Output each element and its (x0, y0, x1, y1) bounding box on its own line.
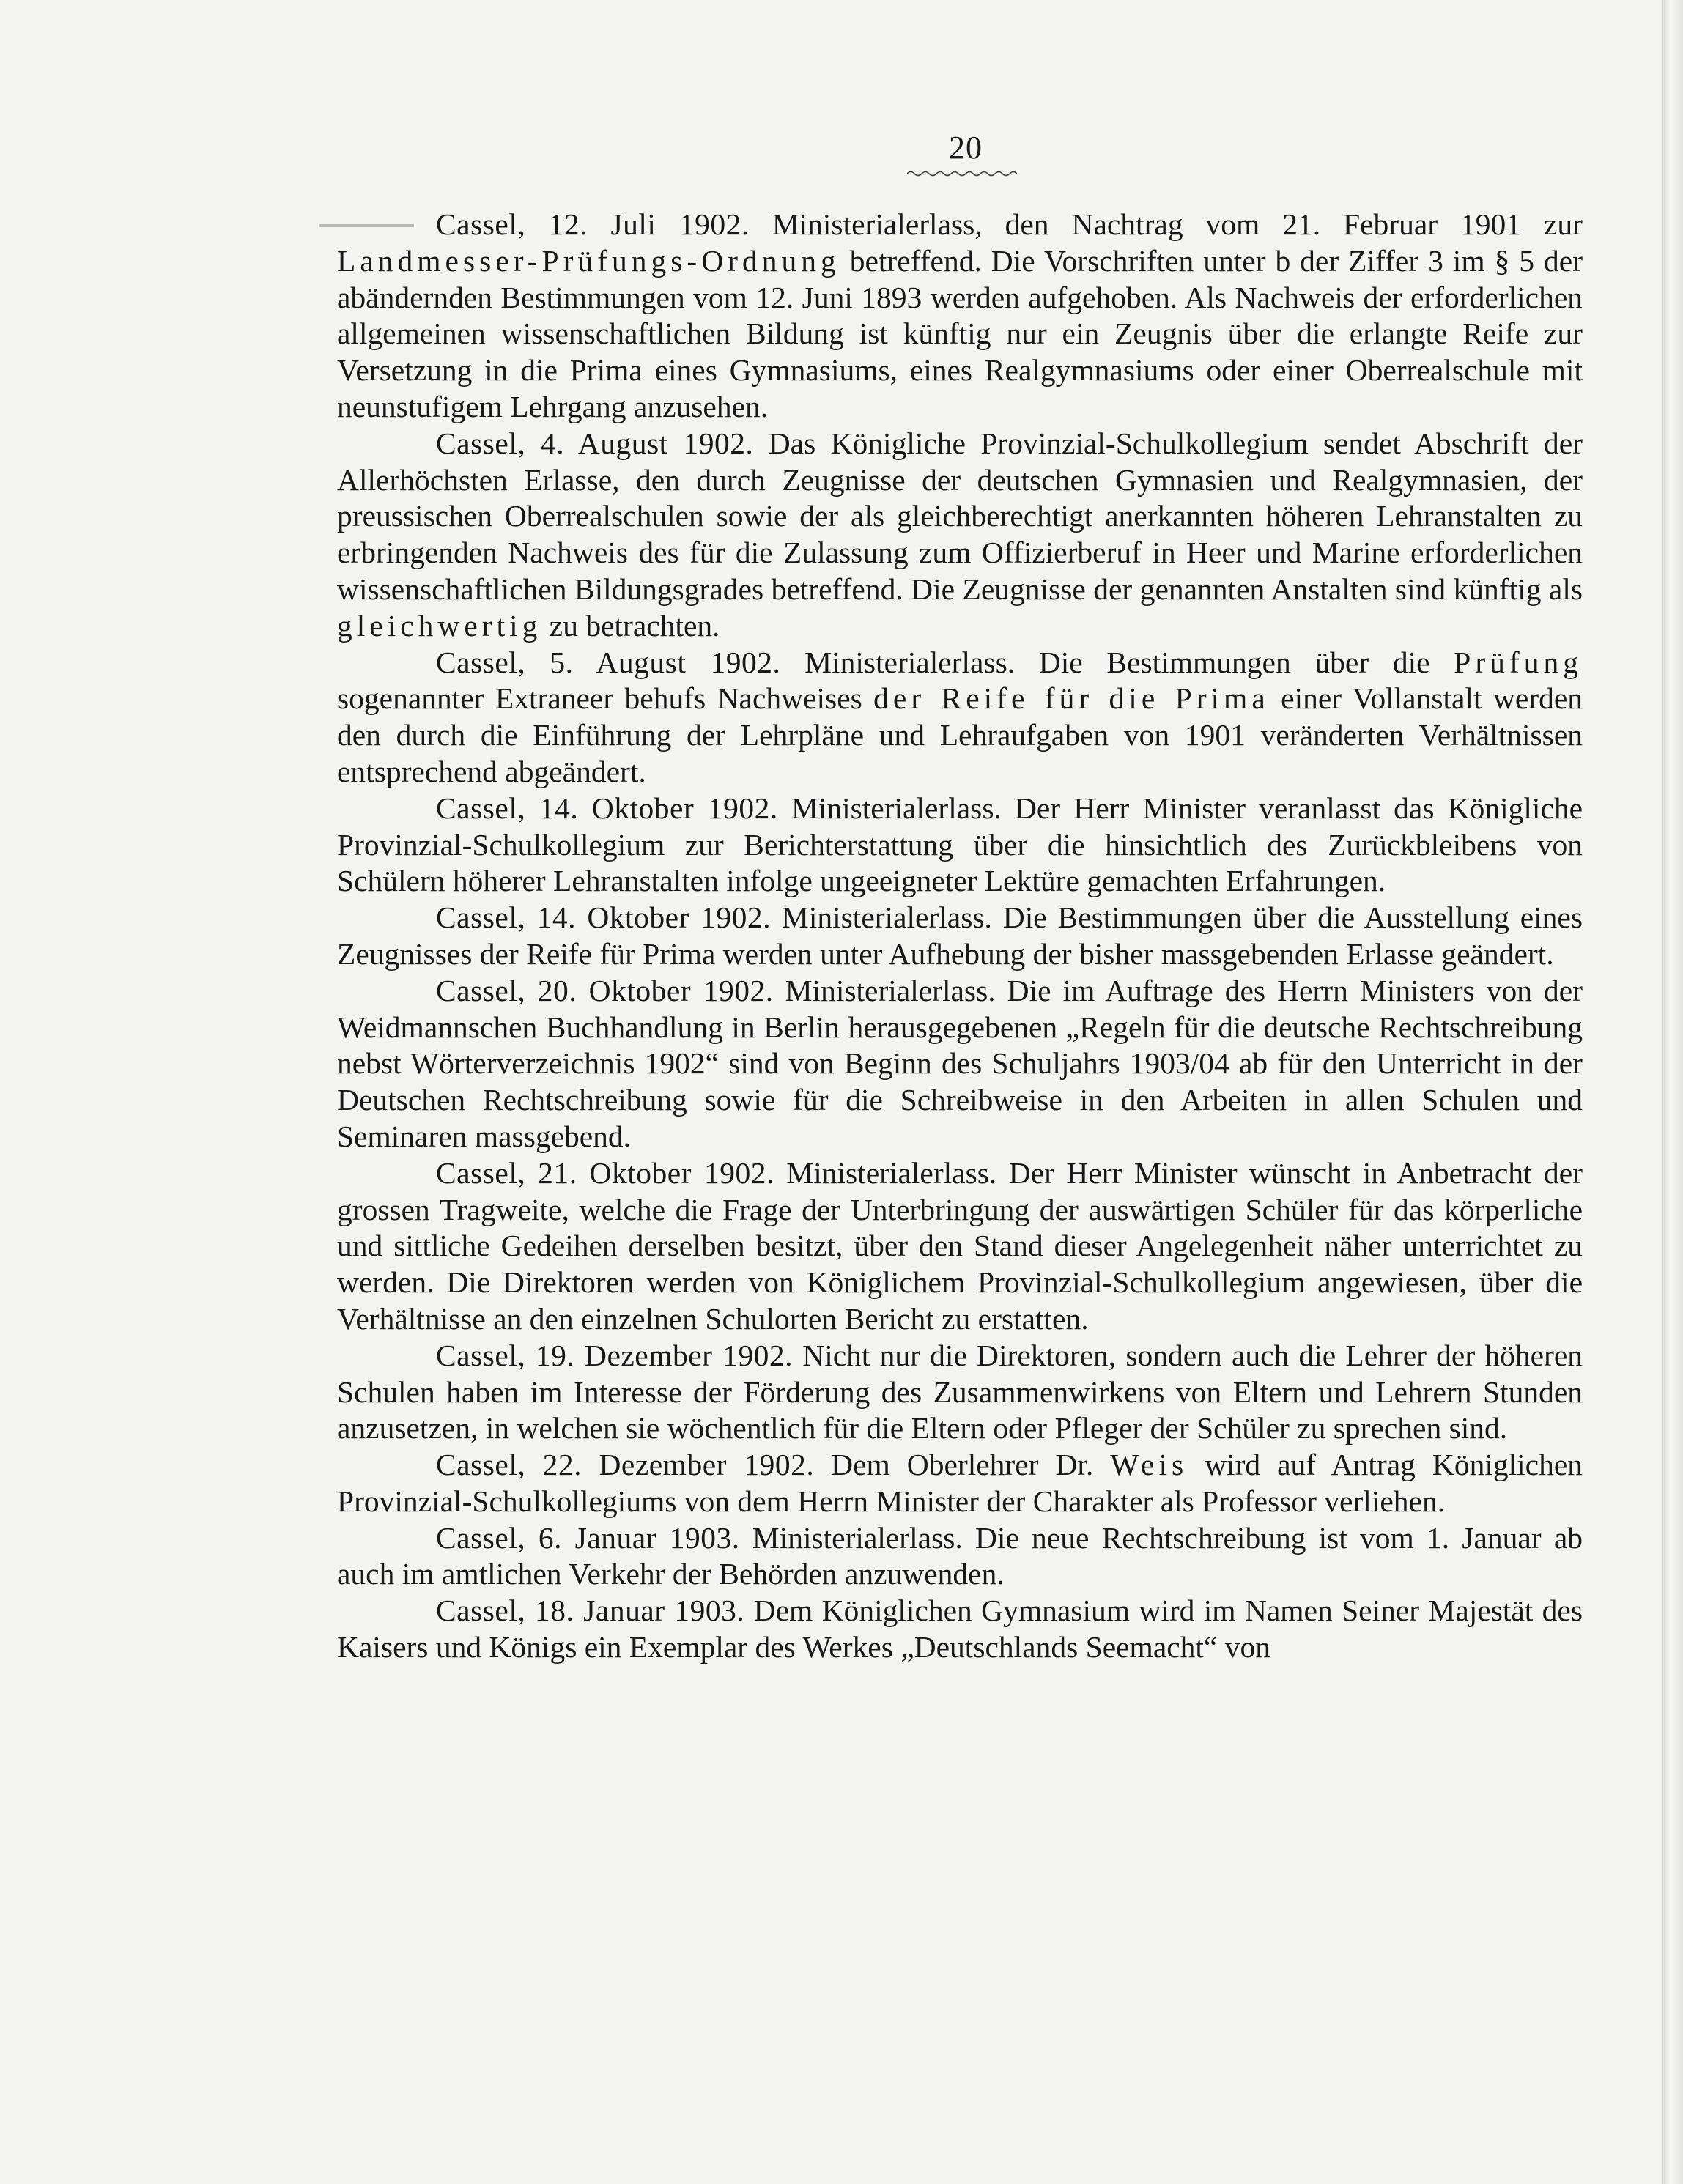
entry-date: Cassel, 18. Januar 1903. (436, 1593, 745, 1628)
entry-date: Cassel, 5. August 1902. (436, 645, 781, 679)
page-edge-shadow (1662, 0, 1683, 2184)
entry-spaced-text: Landmesser-Prüfungs-Ordnung (337, 243, 840, 278)
entry-3 (337, 645, 1583, 791)
entry-text: Das Königliche Provinzial-Schulkollegium sendet Abschrift der Allerhöchsten Erlasse, den durch Zeugnisse der deutschen Gymnasien und Realgymnasien, der preussischen Oberrealschulen sowie der als gleichberechtigt anerkannten höheren Lehranstalten zu erbringenden Nachweis des für die Zulassung zum Offizierberuf in Heer und Marine erforderlichen wissenschaftlichen Bildungsgrades betreffend. Die Zeugnisse der genannten Anstalten sind künftig als (337, 426, 1583, 606)
entry-8 (337, 1338, 1583, 1447)
entry-text: Dem Oberlehrer Dr. (814, 1448, 1111, 1482)
entry-text: zu betrachten. (541, 608, 720, 643)
entry-text: Ministerialerlass, den Nachtrag vom 21. Februar 1901 zur (749, 207, 1583, 241)
entry-text: Dem Königlichen Gymnasium wird im Namen Seiner Majestät des Kaisers und Königs ein Exemplar des Werkes „Deutschlands Seemacht“ von (337, 1593, 1583, 1665)
entry-11 (337, 1593, 1583, 1666)
document-body (337, 207, 1583, 1666)
entry-date: Cassel, 12. Juli 1902. (436, 207, 750, 241)
entry-text: Ministerialerlass. Die Bestimmungen über die (780, 645, 1454, 679)
entry-text: Ministerialerlass. Die neue Rechtschreibung ist vom 1. Januar ab auch im amtlichen Verkehr der Behörden anzuwenden. (337, 1520, 1583, 1591)
entry-date: Cassel, 4. August 1902. (436, 426, 754, 460)
entry-9 (337, 1447, 1583, 1520)
entry-spaced-text: Weis (1110, 1448, 1188, 1482)
entry-text: wird auf Antrag Königlichen Provinzial-Schulkollegiums von dem Herrn Minister der Charakter als Professor verliehen. (337, 1448, 1583, 1518)
entry-date: Cassel, 19. Dezember 1902. (436, 1338, 794, 1372)
entry-10 (337, 1520, 1583, 1593)
entry-date: Cassel, 14. Oktober 1902. (436, 900, 772, 935)
entry-text: Ministerialerlass. Die im Auftrage des Herrn Ministers von der Weidmannschen Buchhandlung in Berlin herausgegebenen „Regeln für die deutsche Rechtschreibung nebst Wörterverzeichnis 1902“ sind von Beginn des Schuljahrs 1903/04 ab für den Unterricht in der Deutschen Rechtschreibung sowie für die Schreibweise in den Arbeiten in allen Schulen und Seminaren massgebend. (337, 973, 1583, 1153)
page-number: 20 (949, 130, 983, 166)
entry-date: Cassel, 21. Oktober 1902. (436, 1155, 774, 1190)
entry-1 (337, 207, 1583, 426)
entry-2 (337, 426, 1583, 645)
entry-date: Cassel, 14. Oktober 1902. (436, 791, 778, 825)
entry-date: Cassel, 22. Dezember 1902. (436, 1448, 815, 1482)
entry-spaced-text: gleichwertig (337, 608, 542, 643)
entry-5 (337, 900, 1583, 973)
entry-spaced-text: der Reife für die Prima (873, 681, 1270, 716)
entry-date: Cassel, 6. Januar 1903. (436, 1520, 740, 1555)
page-number-ornament (907, 170, 1017, 177)
entry-text: Ministerialerlass. Der Herr Minister wünscht in Anbetracht der grossen Tragweite, welche die Frage der Unterbringung der auswärtigen Schüler für das körperliche und sittliche Gedeihen derselben besitzt, über den Stand dieser Angelegenheit näher unterrichtet zu werden. Die Direktoren werden von Königlichem Provinzial-Schulkollegium angewiesen, über die Verhältnisse an den einzelnen Schulorten Bericht zu erstatten. (337, 1155, 1583, 1336)
entry-4 (337, 791, 1583, 900)
entry-text: sogenannter Extraneer behufs Nachweises (337, 681, 874, 716)
entry-text: Ministerialerlass. Der Herr Minister veranlasst das Königliche Provinzial-Schulkollegium zur Berichterstattung über die hinsichtlich des Zurückbleibens von Schülern höherer Lehranstalten infolge ungeeigneter Lektüre gemachten Erfahrungen. (337, 791, 1583, 898)
entry-text: einer Vollanstalt werden den durch die Einführung der Lehrpläne und Lehraufgaben von 1901 veränderten Verhältnissen entsprechend abgeändert. (337, 681, 1583, 788)
entry-text: betreffend. Die Vorschriften unter b der Ziffer 3 im § 5 der abändernden Bestimmungen vom 12. Juni 1893 werden aufgehoben. Als Nachweis der erforderlichen allgemeinen wissenschaftlichen Bildung ist künftig nur ein Zeugnis über die erlangte Reife zur Versetzung in die Prima eines Gymnasiums, eines Realgymnasiums oder einer Oberrealschule mit neunstufigem Lehrgang anzusehen. (337, 243, 1583, 423)
entry-7 (337, 1155, 1583, 1338)
entry-text: Nicht nur die Direktoren, sondern auch die Lehrer der höheren Schulen haben im Interesse der Förderung des Zusammenwirkens von Eltern und Lehrern Stunden anzusetzen, in welchen sie wöchentlich für die Eltern oder Pfleger der Schüler zu sprechen sind. (337, 1338, 1583, 1445)
entry-text: Ministerialerlass. Die Bestimmungen über die Ausstellung eines Zeugnisses der Reife für Prima werden unter Aufhebung der bisher massgebenden Erlasse geändert. (337, 900, 1583, 971)
entry-date: Cassel, 20. Oktober 1902. (436, 973, 774, 1007)
entry-6 (337, 973, 1583, 1155)
entry-spaced-text: Prüfung (1454, 645, 1583, 679)
